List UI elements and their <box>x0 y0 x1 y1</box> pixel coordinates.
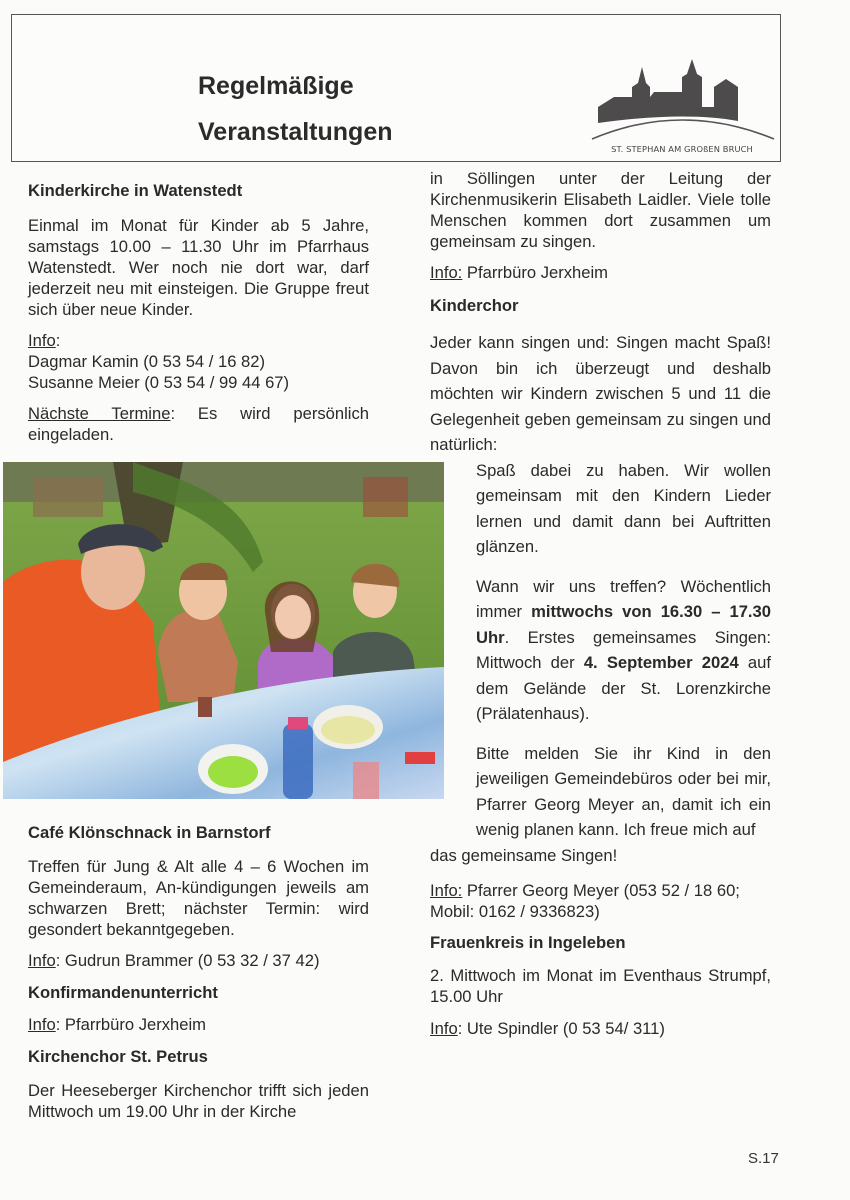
section-body: Spaß dabei zu haben. Wir wollen gemeinsam mit den Kindern Lieder lernen und damit dann bei Auftritten glänzen. <box>476 460 771 556</box>
info-label: Info <box>28 1015 56 1034</box>
info-label: Info: <box>430 881 463 900</box>
header-box <box>11 14 781 162</box>
section-body: 2. Mittwoch im Monat im Eventhaus Strumpf, 15.00 Uhr <box>430 966 771 1006</box>
section-body: das gemeinsame Singen! <box>430 845 618 865</box>
info-text: : Ute Spindler (0 53 54/ 311) <box>457 1019 665 1038</box>
section-body: Der Heeseberger Kirchenchor trifft sich jeden Mittwoch um 19.00 Uhr in der Kirche <box>28 1081 369 1121</box>
section-body: Jeder kann singen und: Singen macht Spaß! Davon bin ich überzeugt und deshalb möchten wir Kindern zwischen 5 und 11 die Gelegenheit geben gemeinsam zu singen und natürlich: <box>430 333 771 454</box>
termine-label: Nächste Termine <box>28 404 171 423</box>
section-heading: Kinderchor <box>430 296 519 315</box>
info-label: Info <box>28 331 56 350</box>
info-text: Pfarrer Georg Meyer (053 52 / 18 60; Mobil: 0162 / 9336823) <box>430 881 740 921</box>
info-text: Pfarrbüro Jerxheim <box>462 263 609 282</box>
info-label: Info <box>28 951 56 970</box>
section-body: Treffen für Jung & Alt alle 4 – 6 Wochen im Gemeinderaum, An-kündigungen jeweils am schwarzen Brett; nächster Termin: wird gesondert bekanntgegeben. <box>28 857 369 939</box>
parish-logo <box>584 57 780 159</box>
section-heading: Kinderkirche in Watenstedt <box>28 181 243 200</box>
info-text: : Gudrun Brammer (0 53 32 / 37 42) <box>55 951 320 970</box>
page-title: Regelmäßige Veranstaltungen <box>198 72 393 146</box>
photo-children-activity <box>3 462 444 799</box>
info-label: Info: <box>430 263 463 282</box>
page-number: S.17 <box>748 1150 779 1167</box>
section-kinderkirche: Kinderkirche in Watenstedt Einmal im Monat für Kinder ab 5 Jahre, samstags 10.00 – 11.30 Uhr im Pfarrhaus Watenstedt. Wer noch nie dort war, darf jederzeit neu mit einsteigen. Die Gruppe freut sich über neue Kinder. Info: Dagmar Kamin (0 53 54 / 16 82) Susanne Meier (0 53 54 / 99 44 67) Nächste Termine: Es wird persönlich eingeladen. <box>28 181 369 444</box>
logo-text: ST. STEPHAN AM GROßEN BRUCH <box>611 144 753 154</box>
section-body: Bitte melden Sie ihr Kind in den jeweiligen Gemeindebüros oder bei mir, Pfarrer Georg Meyer an, damit ich ein wenig planen kann. Ich freue mich auf <box>476 743 771 839</box>
termine-text: : Es wird persönlich eingeladen. <box>28 404 369 444</box>
section-kirchenchor-continued <box>430 168 771 1039</box>
photo-illustration <box>3 462 444 799</box>
section-body-meeting: Wann wir uns treffen? Wöchentlich immer mittwochs von 16.30 – 17.30 Uhr. Erstes gemeinsames Singen: Mittwoch der 4. September 2024 auf dem Gelände der St. Lorenzkirche (Prälatenhaus). <box>476 576 771 723</box>
section-cafe <box>28 822 369 1122</box>
contact: Susanne Meier (0 53 54 / 99 44 67) <box>28 373 290 392</box>
section-body: in Söllingen unter der Leitung der Kirchenmusikerin Elisabeth Laidler. Viele tolle Menschen kommen dort zusammen um gemeinsam zu singen. <box>430 169 771 251</box>
section-heading: Frauenkreis in Ingeleben <box>430 933 626 952</box>
contact: Dagmar Kamin (0 53 54 / 16 82) <box>28 352 266 371</box>
section-heading: Kirchenchor St. Petrus <box>28 1047 208 1066</box>
section-heading: Café Klönschnack in Barnstorf <box>28 823 271 842</box>
info-text: : Pfarrbüro Jerxheim <box>55 1015 207 1034</box>
section-body: Einmal im Monat für Kinder ab 5 Jahre, samstags 10.00 – 11.30 Uhr im Pfarrhaus Watenstedt. Wer noch nie dort war, darf jederzeit neu mit einsteigen. Die Gruppe freut sich über neue Kinder. <box>28 216 369 319</box>
section-heading: Konfirmandenunterricht <box>28 983 218 1002</box>
info-label: Info <box>430 1019 458 1038</box>
